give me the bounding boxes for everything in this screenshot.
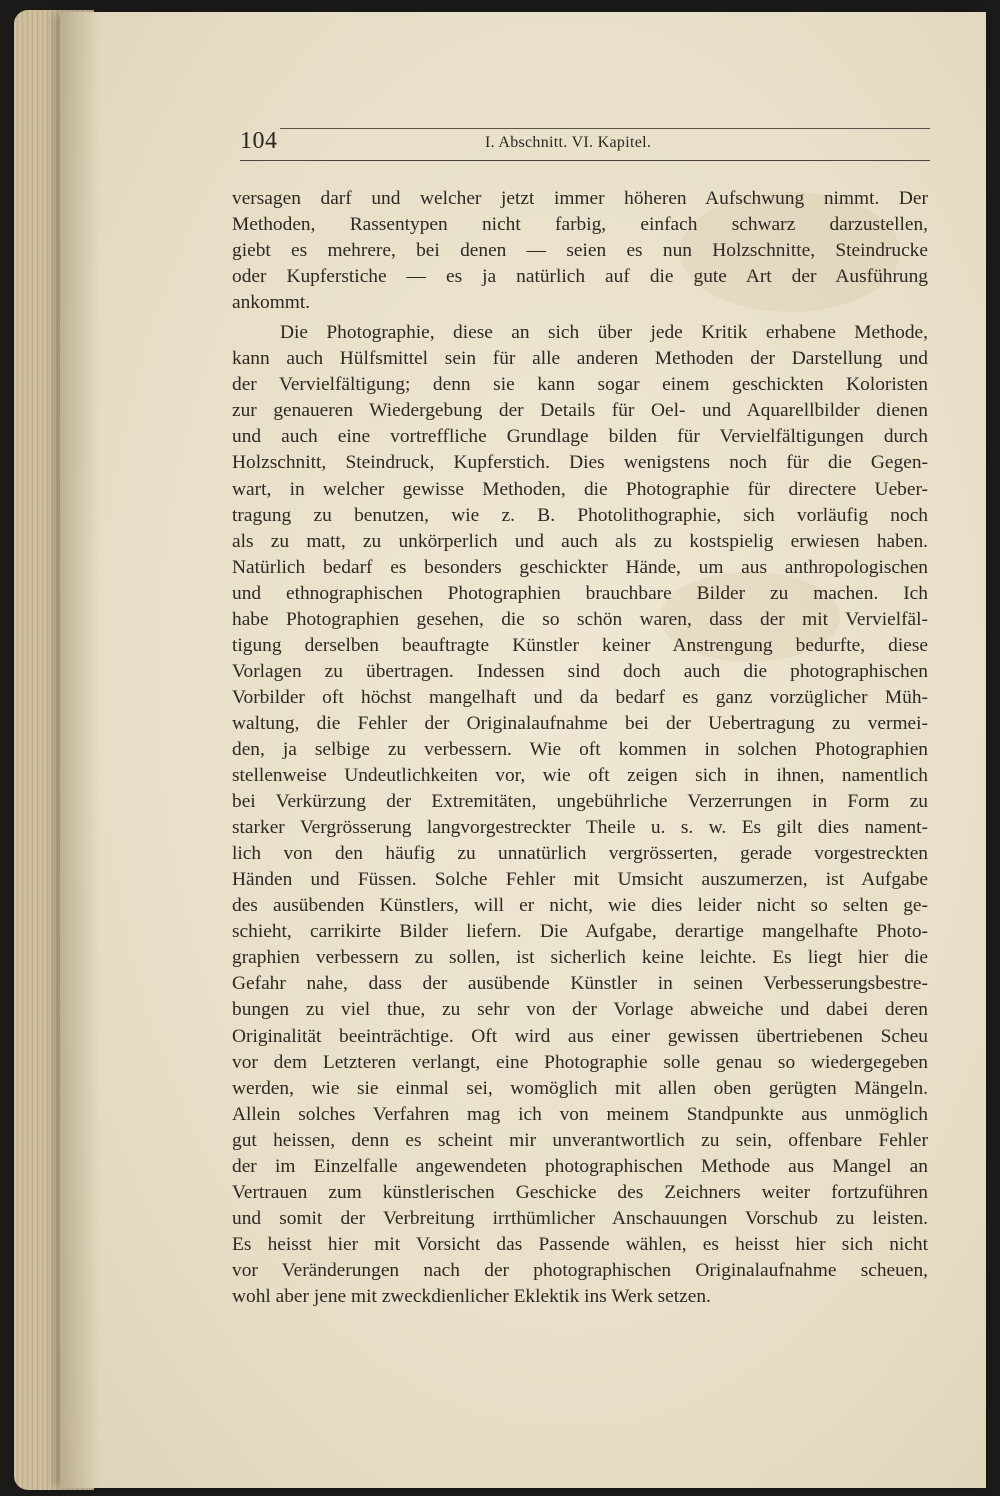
page-number: 104 [240,128,278,154]
text-line: Es heisst hier mit Vorsicht das Passende wählen, es heisst hier sich nicht [232,1233,928,1255]
text-line: bei Verkürzung der Extremitäten, ungebührliche Verzerrungen in Form zu [232,791,928,813]
text-line: lich von den häufig zu unnatürlich vergrösserten, gerade vorgestreckten [232,843,928,865]
text-line: tragung zu benutzen, wie z. B. Photolithographie, sich vorläufig noch [232,504,928,526]
text-line: Allein solches Verfahren mag ich von meinem Standpunkte aus unmöglich [232,1103,928,1125]
text-line: des ausübenden Künstlers, will er nicht, wie dies leider nicht so selten ge- [232,895,928,917]
text-line: der Vervielfältigung; denn sie kann sogar einem geschickten Koloristen [232,374,928,396]
text-line: und auch eine vortreffliche Grundlage bilden für Vervielfältigungen durch [232,426,928,448]
running-head: I. Abschnitt. VI. Kapitel. [485,134,652,151]
text-line: und ethnographischen Photographien brauchbare Bilder zu machen. Ich [232,582,928,604]
text-line: Die Photographie, diese an sich über jede Kritik erhabene Methode, [280,322,928,344]
paragraph [232,320,928,1310]
text-line: Natürlich bedarf es besonders geschickter Hände, um aus anthropologischen [232,556,928,578]
text-line: waltung, die Fehler der Originalaufnahme bei der Uebertragung zu vermei- [232,712,928,734]
text-line: vor Veränderungen nach der photographischen Originalaufnahme scheuen, [232,1259,928,1281]
text-line: Methoden, Rassentypen nicht farbig, einfach schwarz darzustellen, [232,214,928,236]
body-text [232,186,928,1310]
text-line: kann auch Hülfsmittel sein für alle anderen Methoden der Darstellung und [232,348,928,370]
text-line: tigung derselben beauftragte Künstler keiner Anstrengung bedurfte, diese [232,634,928,656]
header-rule-bottom [240,160,930,161]
paragraph [232,186,928,316]
text-line: Gefahr nahe, dass der ausübende Künstler in seinen Verbesserungsbestre- [232,973,928,995]
header-rule-top [280,128,930,129]
text-line: werden, wie sie einmal sei, womöglich mit allen oben gerügten Mängeln. [232,1077,928,1099]
text-line: versagen darf und welcher jetzt immer höheren Aufschwung nimmt. Der [232,188,928,209]
text-line: starker Vergrösserung langvorgestreckter Theile u. s. w. Es gilt dies nament- [232,817,928,839]
text-line: stellenweise Undeutlichkeiten vor, wie oft zeigen sich in ihnen, namentlich [232,765,928,787]
text-line: zur genaueren Wiedergebung der Details für Oel- und Aquarellbilder dienen [232,400,928,422]
text-line: schieht, carrikirte Bilder liefern. Die Aufgabe, derartige mangelhafte Photo- [232,921,928,943]
text-line: der im Einzelfalle angewendeten photographischen Methode aus Mangel an [232,1155,928,1177]
text-line: Vertrauen zum künstlerischen Geschicke des Zeichners weiter fortzuführen [232,1181,928,1203]
text-line: bungen zu viel thue, zu sehr von der Vorlage abweiche und dabei deren [232,999,928,1021]
text-line: wart, in welcher gewisse Methoden, die Photographie für directere Ueber- [232,478,928,500]
text-line: Originalität beeinträchtige. Oft wird aus einer gewissen übertriebenen Scheu [232,1025,928,1047]
text-line: den, ja selbige zu verbessern. Wie oft kommen in solchen Photographien [232,738,928,760]
text-line: Vorlagen zu übertragen. Indessen sind doch auch die photographischen [232,660,928,682]
text-line: als zu matt, zu unkörperlich und auch als zu kostspielig erwiesen haben. [232,530,928,552]
text-line: giebt es mehrere, bei denen — seien es nun Holzschnitte, Steindrucke [232,240,928,262]
text-line: oder Kupferstiche — es ja natürlich auf die gute Art der Ausführung [232,266,928,288]
text-line: Vorbilder oft höchst mangelhaft und da bedarf es ganz vorzüglicher Müh- [232,686,928,708]
text-line: Holzschnitt, Steindruck, Kupferstich. Dies wenigstens noch für die Gegen- [232,452,928,474]
text-line: wohl aber jene mit zweckdienlicher Eklektik ins Werk setzen. [232,1285,711,1307]
text-line: und somit der Verbreitung irrthümlicher Anschauungen Vorschub zu leisten. [232,1207,928,1229]
gutter-shadow [60,12,100,1488]
text-line: vor dem Letzteren verlangt, eine Photographie solle genau so wiedergegeben [232,1051,928,1073]
page-header [240,118,930,168]
text-line: ankommt. [232,292,311,314]
text-line: graphien verbessern zu sollen, ist sicherlich keine leichte. Es liegt hier die [232,947,928,969]
text-line: habe Photographien gesehen, die so schön waren, dass der mit Vervielfäl- [232,608,928,630]
text-line: gut heissen, denn es scheint mir unverantwortlich zu sein, offenbare Fehler [232,1129,928,1151]
text-line: Händen und Füssen. Solche Fehler mit Umsicht auszumerzen, ist Aufgabe [232,869,928,891]
